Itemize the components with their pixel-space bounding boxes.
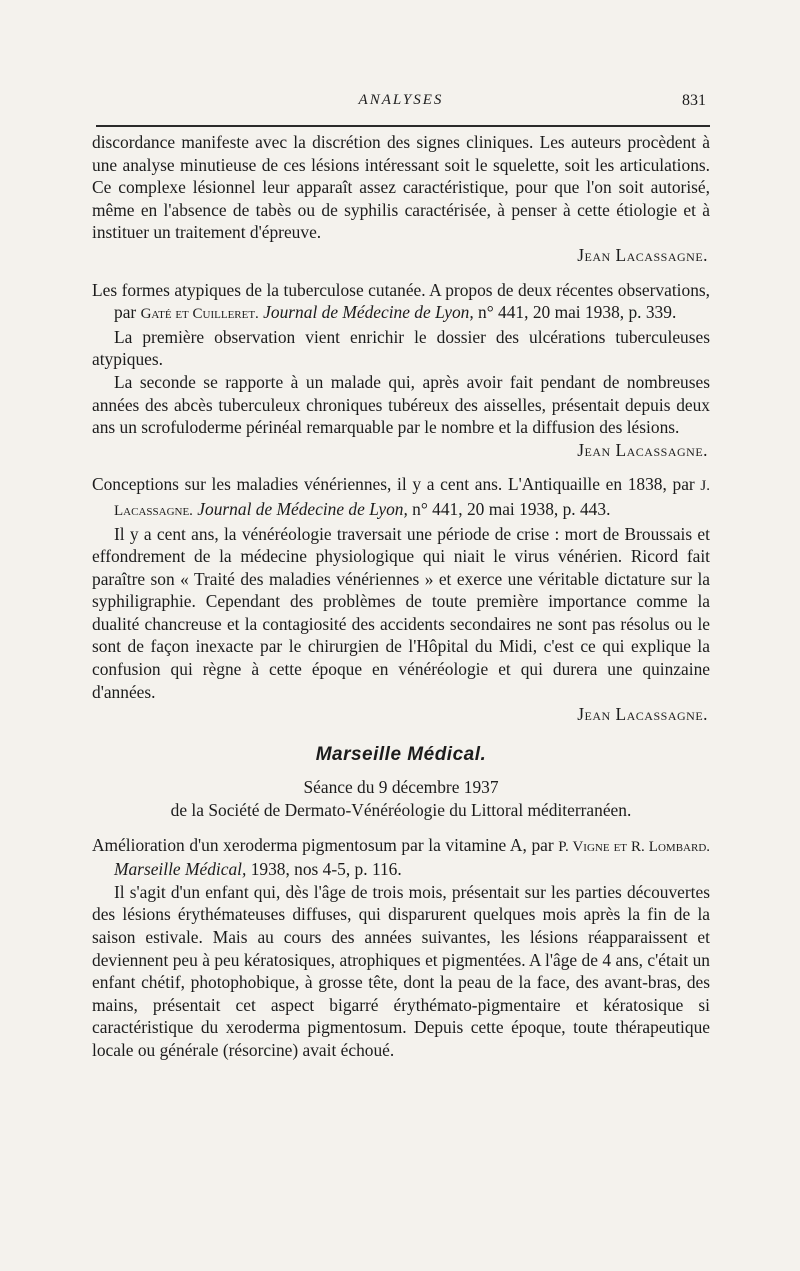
article-xeroderma <box>92 834 710 1062</box>
intro-paragraph: discordance manifeste avec la discrétion des signes cliniques. Les auteurs procèdent à une analyse minutieuse de ces lésions intéressant soit le squelette, soit les articulations. Ce complexe lésionnel leur apparaît assez caractéristique, pour que l'on soit autorisé, même en l'absence de tabès ou de syphilis caractérisée, à penser à cette étiologie et à instituer un traitement d'épreuve. <box>92 132 710 243</box>
article-signature: Jean Lacassagne. <box>577 439 708 460</box>
header-rule <box>96 125 710 127</box>
article-authors: P. Vigne et R. Lombard. <box>558 838 711 855</box>
article-heading <box>92 473 710 522</box>
article-paragraph: La première observation vient enrichir le dossier des ulcérations tuberculeuses atypiques. <box>92 326 710 370</box>
section-title: Marseille Médical. <box>315 743 487 765</box>
article-journal: Journal de Médecine de Lyon, <box>263 302 474 323</box>
article-par: par <box>672 474 695 495</box>
article-ref: n° 441, 20 mai 1938, p. 443. <box>412 498 611 519</box>
article-ref: n° 441, 20 mai 1938, p. 339. <box>478 302 677 323</box>
article-conceptions <box>92 473 710 726</box>
article-paragraph: Il y a cent ans, la vénéréologie traversait une période de crise : mort de Broussais et effondrement de la médecine physiologique qui niait le virus vénérien. Ricord fait paraître son « Traité des maladies vénériennes » et exerce une véritable dictature sur la syphiligraphie. Cependant des problèmes de toute première importance comme la dualité chancreuse et la contagiosité des accidents secondaires ne sont pas résolus ou le sont de façon inexacte par le chirurgien de l'Hôpital du Midi, c'est ce qui explique la confusion qui règne à cette époque en vénéréologie et qui durera une quinzaine d'années. <box>92 523 710 702</box>
article-journal: Journal de Médecine de Lyon, <box>197 498 408 519</box>
article-paragraph: La seconde se rapporte à un malade qui, après avoir fait pendant de nombreuses années des abcès tuberculeux chroniques tubéreux des aisselles, présentait depuis deux ans un scrofuloderme périnéal remarquable par le nombre et la diffusion des lésions. <box>92 371 710 438</box>
article-heading <box>92 834 710 881</box>
running-title: ANALYSES <box>358 92 444 108</box>
running-head <box>92 92 710 116</box>
page-number: 831 <box>682 92 706 109</box>
article-authors: Gaté et Cuilleret. <box>140 306 259 323</box>
article-title: Conceptions sur les maladies vénériennes, il y a cent ans. L'Antiquaille en 1838, <box>92 474 667 495</box>
article-tuberculose <box>92 279 710 462</box>
article-par: par <box>531 834 554 855</box>
article-authors: J. Lacassagne. <box>114 478 710 519</box>
body-text <box>92 131 710 1062</box>
intro-signature: Jean Lacassagne. <box>577 244 708 265</box>
article-title: Les formes atypiques de la tuberculose cutanée. A propos de deux récentes observations, <box>92 279 710 300</box>
article-heading <box>92 279 710 326</box>
article-journal: Marseille Médical, <box>114 859 247 880</box>
article-signature: Jean Lacassagne. <box>577 704 708 725</box>
article-ref: 1938, nos 4-5, p. 116. <box>250 859 402 880</box>
article-title: Amélioration d'un xeroderma pigmentosum par la vitamine A, <box>92 834 527 855</box>
article-par: par <box>114 302 137 323</box>
seance-date: Séance du 9 décembre 1937 <box>303 777 499 798</box>
article-paragraph: Il s'agit d'un enfant qui, dès l'âge de trois mois, présentait sur les parties découvertes des lésions érythémateuses diffuses, qui disparurent quelques mois après la fin de la saison estivale. Mais au cours des années suivantes, les lésions réapparaissent et deviennent peu à peu kératosiques, atrophiques et pigmentées. A l'âge de 4 ans, c'était un enfant chétif, photophobique, à grosse tête, dont la peau de la face, des avant-bras, des mains, présentait cet aspect bigarré érythémato-pigmentaire et kératosique si caractéristique du xeroderma pigmentosum. Depuis cette époque, toute thérapeutique locale ou générale (résorcine) avait échoué. <box>92 881 710 1060</box>
seance-society: de la Société de Dermato-Vénéréologie du Littoral méditerranéen. <box>170 800 632 821</box>
